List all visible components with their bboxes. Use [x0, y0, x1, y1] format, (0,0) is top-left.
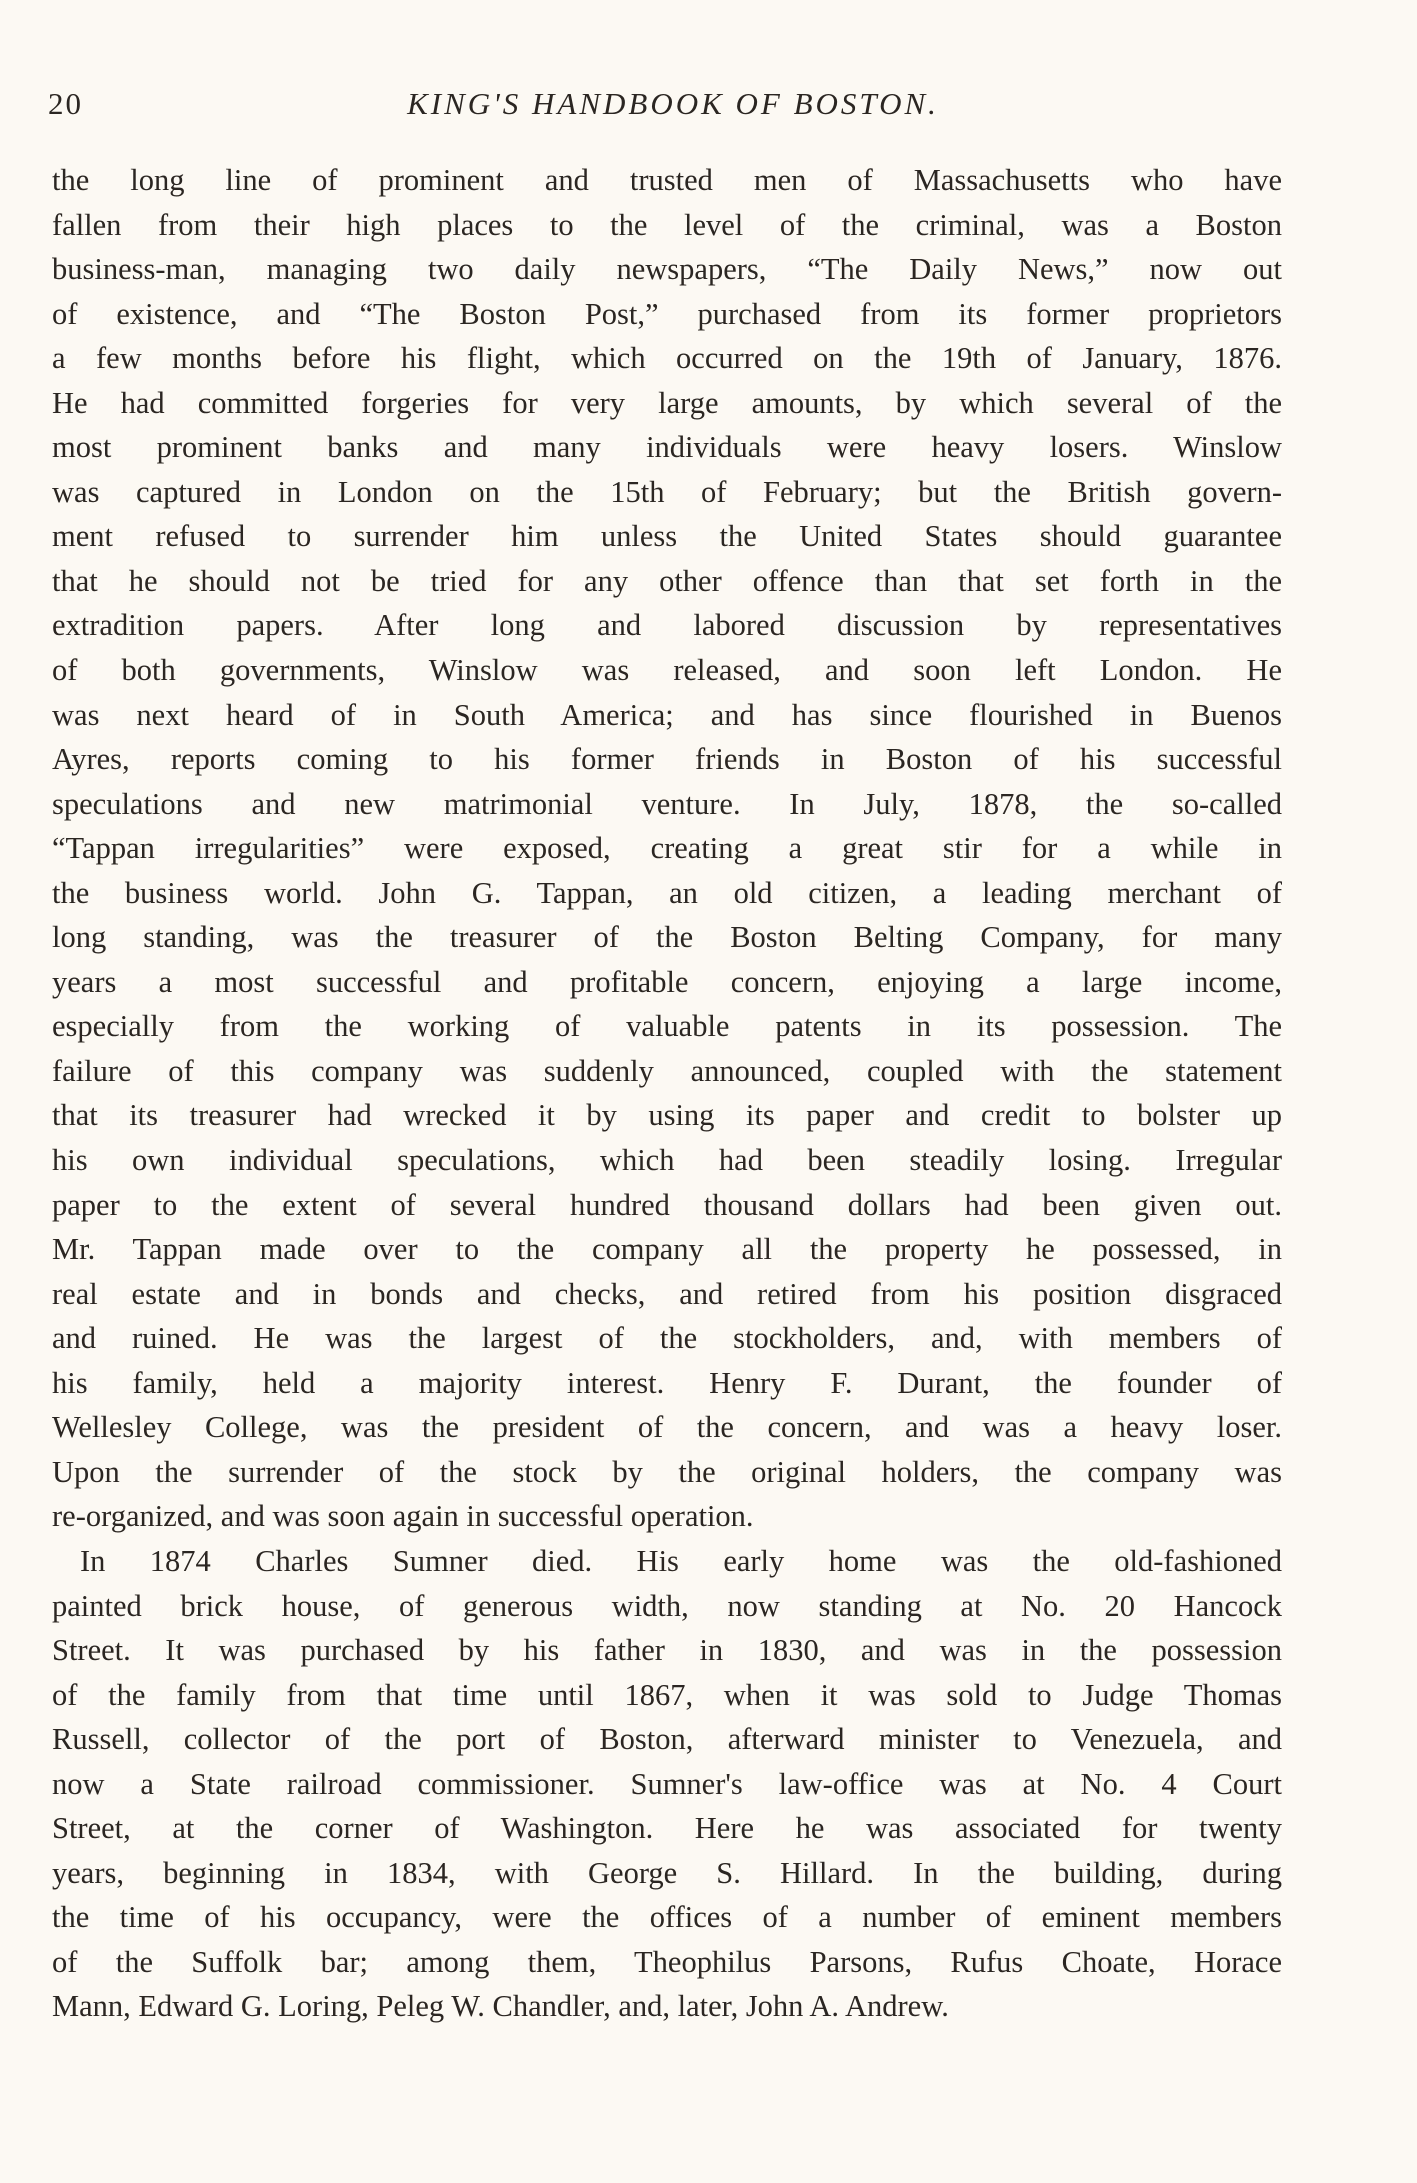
text-line: years, beginning in 1834, with George S. Hillard. In the building, during [52, 1855, 1282, 1890]
text-line: was captured in London on the 15th of February; but the British govern- [52, 474, 1282, 509]
text-line: of the family from that time until 1867, when it was sold to Judge Thomas [52, 1677, 1282, 1712]
text-line: Ayres, reports coming to his former friends in Boston of his successful [52, 742, 1282, 777]
text-line: Street, at the corner of Washington. Here he was associated for twenty [52, 1811, 1282, 1846]
text-line: Street. It was purchased by his father in 1830, and was in the possession [52, 1633, 1282, 1668]
text-line: a few months before his flight, which occurred on the 19th of January, 1876. [52, 341, 1282, 376]
text-line: Russell, collector of the port of Boston, afterward minister to Venezuela, and [52, 1722, 1282, 1757]
text-line: the long line of prominent and trusted men of Massachusetts who have [52, 163, 1282, 197]
text-line: of existence, and “The Boston Post,” purchased from its former proprietors [52, 296, 1282, 331]
text-line: He had committed forgeries for very large amounts, by which several of the [52, 385, 1282, 420]
text-line: especially from the working of valuable patents in its possession. The [52, 1009, 1282, 1044]
text-line: his family, held a majority interest. Henry F. Durant, the founder of [52, 1365, 1282, 1400]
paragraph-end-line: Mann, Edward G. Loring, Peleg W. Chandler, and, later, John A. Andrew. [52, 1989, 949, 2024]
text-line: the business world. John G. Tappan, an old citizen, a leading merchant of [52, 875, 1282, 910]
text-line: and ruined. He was the largest of the stockholders, and, with members of [52, 1321, 1282, 1356]
text-line: now a State railroad commissioner. Sumner's law-office was at No. 4 Court [52, 1766, 1282, 1801]
text-line: Wellesley College, was the president of the concern, and was a heavy loser. [52, 1410, 1282, 1445]
paragraph-end-line: re-organized, and was soon again in successful operation. [52, 1499, 754, 1534]
running-title: KING'S HANDBOOK OF BOSTON. [407, 86, 939, 121]
text-line: long standing, was the treasurer of the Boston Belting Company, for many [52, 920, 1282, 955]
text-line: business-man, managing two daily newspapers, “The Daily News,” now out [52, 252, 1282, 287]
page-number: 20 [48, 86, 83, 121]
text-line: painted brick house, of generous width, now standing at No. 20 Hancock [52, 1588, 1282, 1623]
paragraph-start-line: In 1874 Charles Sumner died. His early home was the old-fashioned [80, 1543, 1282, 1578]
text-line: ment refused to surrender him unless the United States should guarantee [52, 519, 1282, 554]
text-line: was next heard of in South America; and has since flourished in Buenos [52, 697, 1282, 732]
text-line: Mr. Tappan made over to the company all the property he possessed, in [52, 1232, 1282, 1267]
running-head [48, 86, 1298, 126]
text-line: the time of his occupancy, were the offices of a number of eminent members [52, 1900, 1282, 1935]
text-line: most prominent banks and many individuals were heavy losers. Winslow [52, 430, 1282, 465]
text-line: of the Suffolk bar; among them, Theophilus Parsons, Rufus Choate, Horace [52, 1944, 1282, 1979]
text-line: failure of this company was suddenly announced, coupled with the statement [52, 1053, 1282, 1088]
body-text [52, 158, 1282, 2029]
text-line: his own individual speculations, which had been steadily losing. Irregular [52, 1143, 1282, 1178]
text-line: paper to the extent of several hundred thousand dollars had been given out. [52, 1187, 1282, 1222]
text-line: that he should not be tried for any other offence than that set forth in the [52, 563, 1282, 598]
text-line: fallen from their high places to the level of the criminal, was a Boston [52, 207, 1282, 242]
text-line: real estate and in bonds and checks, and retired from his position disgraced [52, 1276, 1282, 1311]
text-line: speculations and new matrimonial venture. In July, 1878, the so-called [52, 786, 1282, 821]
text-line: Upon the surrender of the stock by the original holders, the company was [52, 1454, 1282, 1489]
text-line: that its treasurer had wrecked it by using its paper and credit to bolster up [52, 1098, 1282, 1133]
text-line: extradition papers. After long and labored discussion by representatives [52, 608, 1282, 643]
text-line: of both governments, Winslow was released, and soon left London. He [52, 653, 1282, 688]
text-line: “Tappan irregularities” were exposed, creating a great stir for a while in [52, 831, 1282, 866]
text-line: years a most successful and profitable concern, enjoying a large income, [52, 964, 1282, 999]
